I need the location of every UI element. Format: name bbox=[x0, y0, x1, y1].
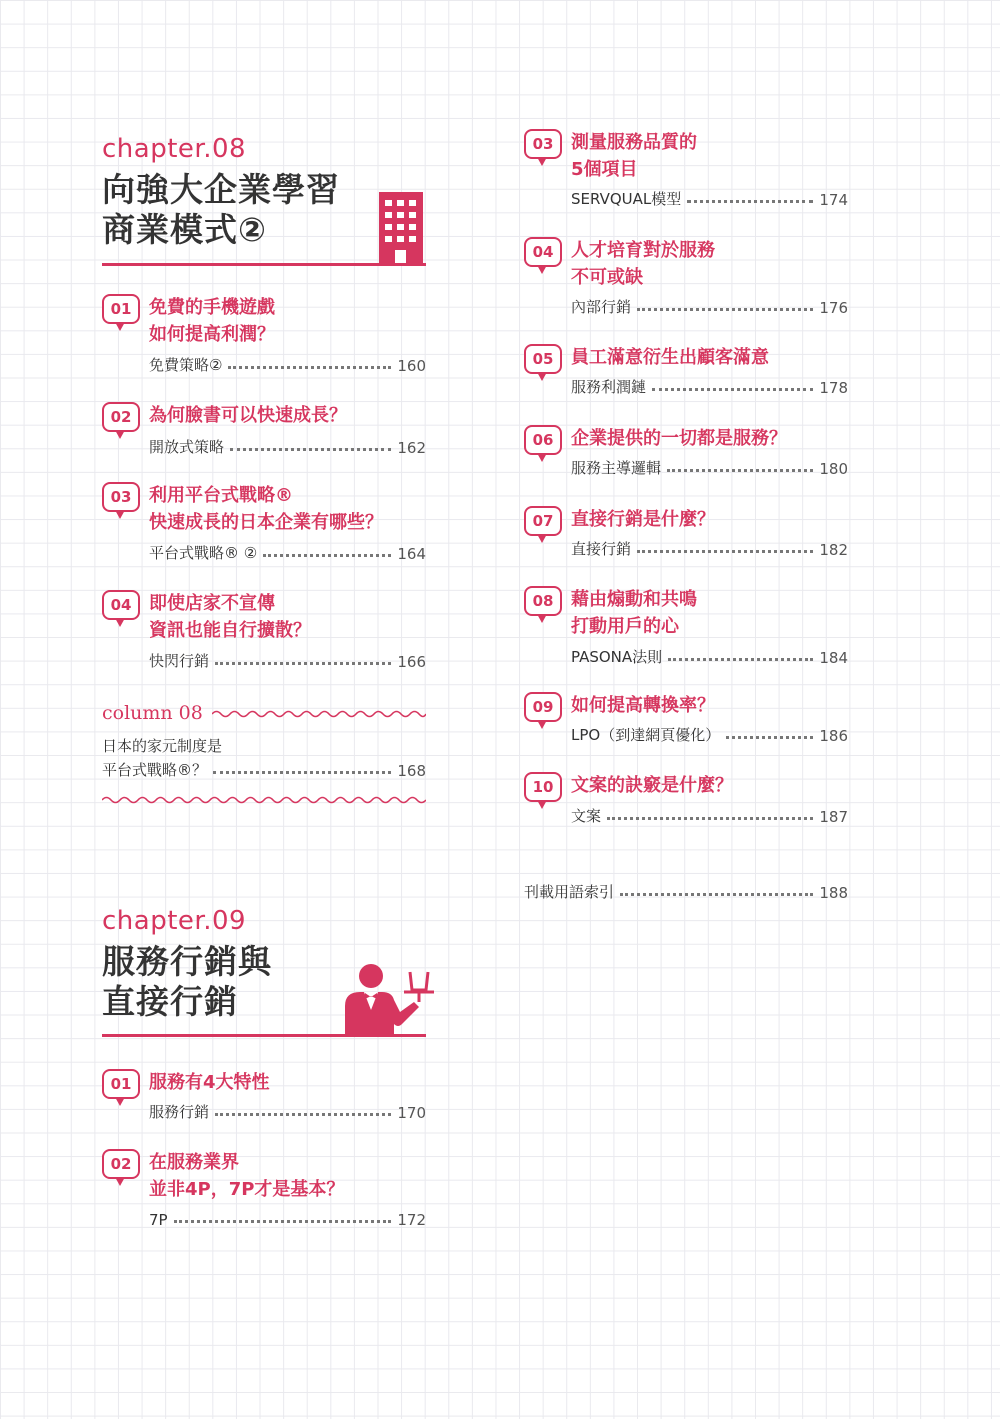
item-title-line: 為何臉書可以快速成長？ bbox=[149, 405, 347, 426]
item-subtitle: SERVQUAL模型 bbox=[571, 190, 682, 208]
dot-leader bbox=[637, 550, 813, 553]
item-subtitle: 文案 bbox=[571, 807, 602, 825]
page-number: 166 bbox=[397, 653, 426, 671]
chapter-09-title-line: 直接行銷 bbox=[102, 982, 238, 1021]
item-title bbox=[571, 692, 715, 719]
item-subtitle: 快閃行銷 bbox=[149, 652, 210, 670]
column-08-line: 平台式戰略®？ bbox=[102, 761, 208, 779]
toc-item[interactable] bbox=[524, 506, 848, 562]
wavy-divider bbox=[102, 794, 426, 806]
page-number: 184 bbox=[819, 649, 848, 667]
toc-item[interactable] bbox=[524, 237, 848, 319]
dot-leader bbox=[687, 200, 813, 203]
item-number-badge: 06 bbox=[524, 425, 562, 455]
dot-leader bbox=[230, 448, 391, 451]
item-subtitle: 免費策略② bbox=[149, 356, 223, 374]
chapter-08-label: chapter.08 bbox=[102, 134, 247, 164]
page-number: 180 bbox=[819, 460, 848, 478]
dot-leader bbox=[620, 893, 813, 896]
item-title-line: 打動用戶的心 bbox=[571, 616, 679, 637]
item-title bbox=[571, 425, 787, 452]
item-subtitle: 服務行銷 bbox=[149, 1103, 210, 1121]
item-number-badge: 08 bbox=[524, 586, 562, 616]
item-title bbox=[149, 590, 311, 644]
page-number: 186 bbox=[819, 727, 848, 745]
item-title-line: 即使店家不宣傳 bbox=[149, 593, 275, 614]
item-title bbox=[571, 506, 715, 533]
page-number: 172 bbox=[397, 1211, 426, 1229]
toc-item[interactable] bbox=[524, 129, 848, 211]
item-title-line: 利用平台式戰略® bbox=[149, 485, 293, 506]
item-title-line: 測量服務品質的 bbox=[571, 132, 697, 153]
chapter-08-title-line: 商業模式② bbox=[102, 210, 267, 249]
dot-leader bbox=[668, 658, 813, 661]
item-title-line: 免費的手機遊戲 bbox=[149, 297, 275, 318]
dot-leader bbox=[215, 1113, 391, 1116]
toc-item[interactable] bbox=[102, 402, 426, 458]
dot-leader bbox=[263, 554, 391, 557]
index-label: 刊載用語索引 bbox=[524, 883, 615, 901]
item-title-line: 藉由煽動和共鳴 bbox=[571, 589, 697, 610]
item-number-badge: 03 bbox=[102, 482, 140, 512]
item-title bbox=[571, 344, 769, 371]
chapter-09-rule bbox=[102, 1034, 426, 1037]
item-title bbox=[571, 772, 733, 799]
column-08-entry[interactable] bbox=[102, 758, 426, 780]
toc-item[interactable] bbox=[524, 772, 848, 828]
item-number-badge: 01 bbox=[102, 1069, 140, 1099]
chapter-08-title bbox=[102, 170, 340, 250]
dot-leader bbox=[726, 736, 813, 739]
item-title bbox=[149, 294, 275, 348]
item-title bbox=[149, 1069, 270, 1096]
page-number: 174 bbox=[819, 191, 848, 209]
page-number: 182 bbox=[819, 541, 848, 559]
dot-leader bbox=[652, 388, 813, 391]
item-number-badge: 10 bbox=[524, 772, 562, 802]
item-number-badge: 02 bbox=[102, 402, 140, 432]
toc-item[interactable] bbox=[102, 294, 426, 374]
item-title bbox=[149, 482, 383, 536]
item-number-badge: 05 bbox=[524, 344, 562, 374]
item-subtitle: 服務主導邏輯 bbox=[571, 459, 662, 477]
item-subtitle: 開放式策略 bbox=[149, 438, 225, 456]
column-08-line: 日本的家元制度是 bbox=[102, 737, 223, 755]
page-number: 160 bbox=[397, 357, 426, 375]
item-number-badge: 02 bbox=[102, 1149, 140, 1179]
item-number-badge: 04 bbox=[102, 590, 140, 620]
page-number: 188 bbox=[819, 884, 848, 902]
chapter-09-title bbox=[102, 942, 272, 1022]
item-title-line: 並非4P，7P才是基本？ bbox=[149, 1179, 345, 1200]
page-number: 162 bbox=[397, 439, 426, 457]
item-title-line: 員工滿意衍生出顧客滿意 bbox=[571, 347, 769, 368]
item-number-badge: 04 bbox=[524, 237, 562, 267]
index-entry[interactable] bbox=[524, 880, 848, 902]
page-number: 176 bbox=[819, 299, 848, 317]
page-number: 187 bbox=[819, 808, 848, 826]
item-title-line: 快速成長的日本企業有哪些？ bbox=[149, 512, 383, 533]
toc-item[interactable] bbox=[524, 344, 848, 400]
item-subtitle: PASONA法則 bbox=[571, 648, 663, 666]
page-number: 168 bbox=[397, 762, 426, 780]
item-title-line: 人才培育對於服務 bbox=[571, 240, 715, 261]
item-subtitle: 服務利潤鏈 bbox=[571, 378, 647, 396]
chapter-09-label: chapter.09 bbox=[102, 906, 247, 936]
item-title-line: 如何提高轉換率？ bbox=[571, 695, 715, 716]
item-subtitle: 直接行銷 bbox=[571, 540, 632, 558]
toc-item[interactable] bbox=[524, 586, 848, 668]
column-08-label: column 08 bbox=[102, 702, 203, 724]
item-title bbox=[149, 1149, 344, 1203]
toc-item[interactable] bbox=[524, 425, 848, 481]
wavy-divider bbox=[212, 708, 426, 720]
toc-item[interactable] bbox=[102, 1069, 426, 1125]
item-title-line: 5個項目 bbox=[571, 159, 638, 180]
dot-leader bbox=[607, 817, 813, 820]
item-number-badge: 03 bbox=[524, 129, 562, 159]
item-title bbox=[571, 129, 697, 183]
page-number: 164 bbox=[397, 545, 426, 563]
item-title-line: 文案的訣竅是什麼？ bbox=[571, 775, 733, 796]
chapter-08-title-line: 向強大企業學習 bbox=[102, 170, 340, 209]
item-number-badge: 07 bbox=[524, 506, 562, 536]
toc-item[interactable] bbox=[524, 692, 848, 748]
item-subtitle: 內部行銷 bbox=[571, 298, 632, 316]
toc-item[interactable] bbox=[102, 1149, 426, 1231]
item-number-badge: 01 bbox=[102, 294, 140, 324]
toc-item[interactable] bbox=[102, 482, 426, 564]
dot-leader bbox=[213, 771, 391, 774]
dot-leader bbox=[215, 662, 391, 665]
dot-leader bbox=[667, 469, 813, 472]
item-title-line: 如何提高利潤？ bbox=[149, 324, 275, 345]
item-title-line: 在服務業界 bbox=[149, 1152, 239, 1173]
item-title-line: 企業提供的一切都是服務？ bbox=[571, 428, 787, 449]
chapter-08-rule bbox=[102, 263, 426, 266]
item-subtitle: LPO（到達網頁優化） bbox=[571, 726, 721, 744]
item-title-line: 直接行銷是什麼？ bbox=[571, 509, 715, 530]
item-title bbox=[571, 586, 697, 640]
chapter-09-title-line: 服務行銷與 bbox=[102, 942, 272, 981]
page-number: 170 bbox=[397, 1104, 426, 1122]
item-number-badge: 09 bbox=[524, 692, 562, 722]
item-title-line: 不可或缺 bbox=[571, 267, 643, 288]
page-number: 178 bbox=[819, 379, 848, 397]
item-title bbox=[571, 237, 715, 291]
dot-leader bbox=[228, 366, 391, 369]
item-title-line: 資訊也能自行擴散？ bbox=[149, 620, 311, 641]
dot-leader bbox=[174, 1220, 392, 1223]
toc-item[interactable] bbox=[102, 590, 426, 672]
building-icon bbox=[376, 192, 426, 264]
dot-leader bbox=[637, 308, 813, 311]
item-subtitle: 7P bbox=[149, 1211, 168, 1229]
item-title-line: 服務有4大特性 bbox=[149, 1072, 270, 1093]
item-subtitle: 平台式戰略® ② bbox=[149, 544, 258, 562]
item-title bbox=[149, 402, 347, 429]
waiter-icon bbox=[340, 962, 440, 1036]
